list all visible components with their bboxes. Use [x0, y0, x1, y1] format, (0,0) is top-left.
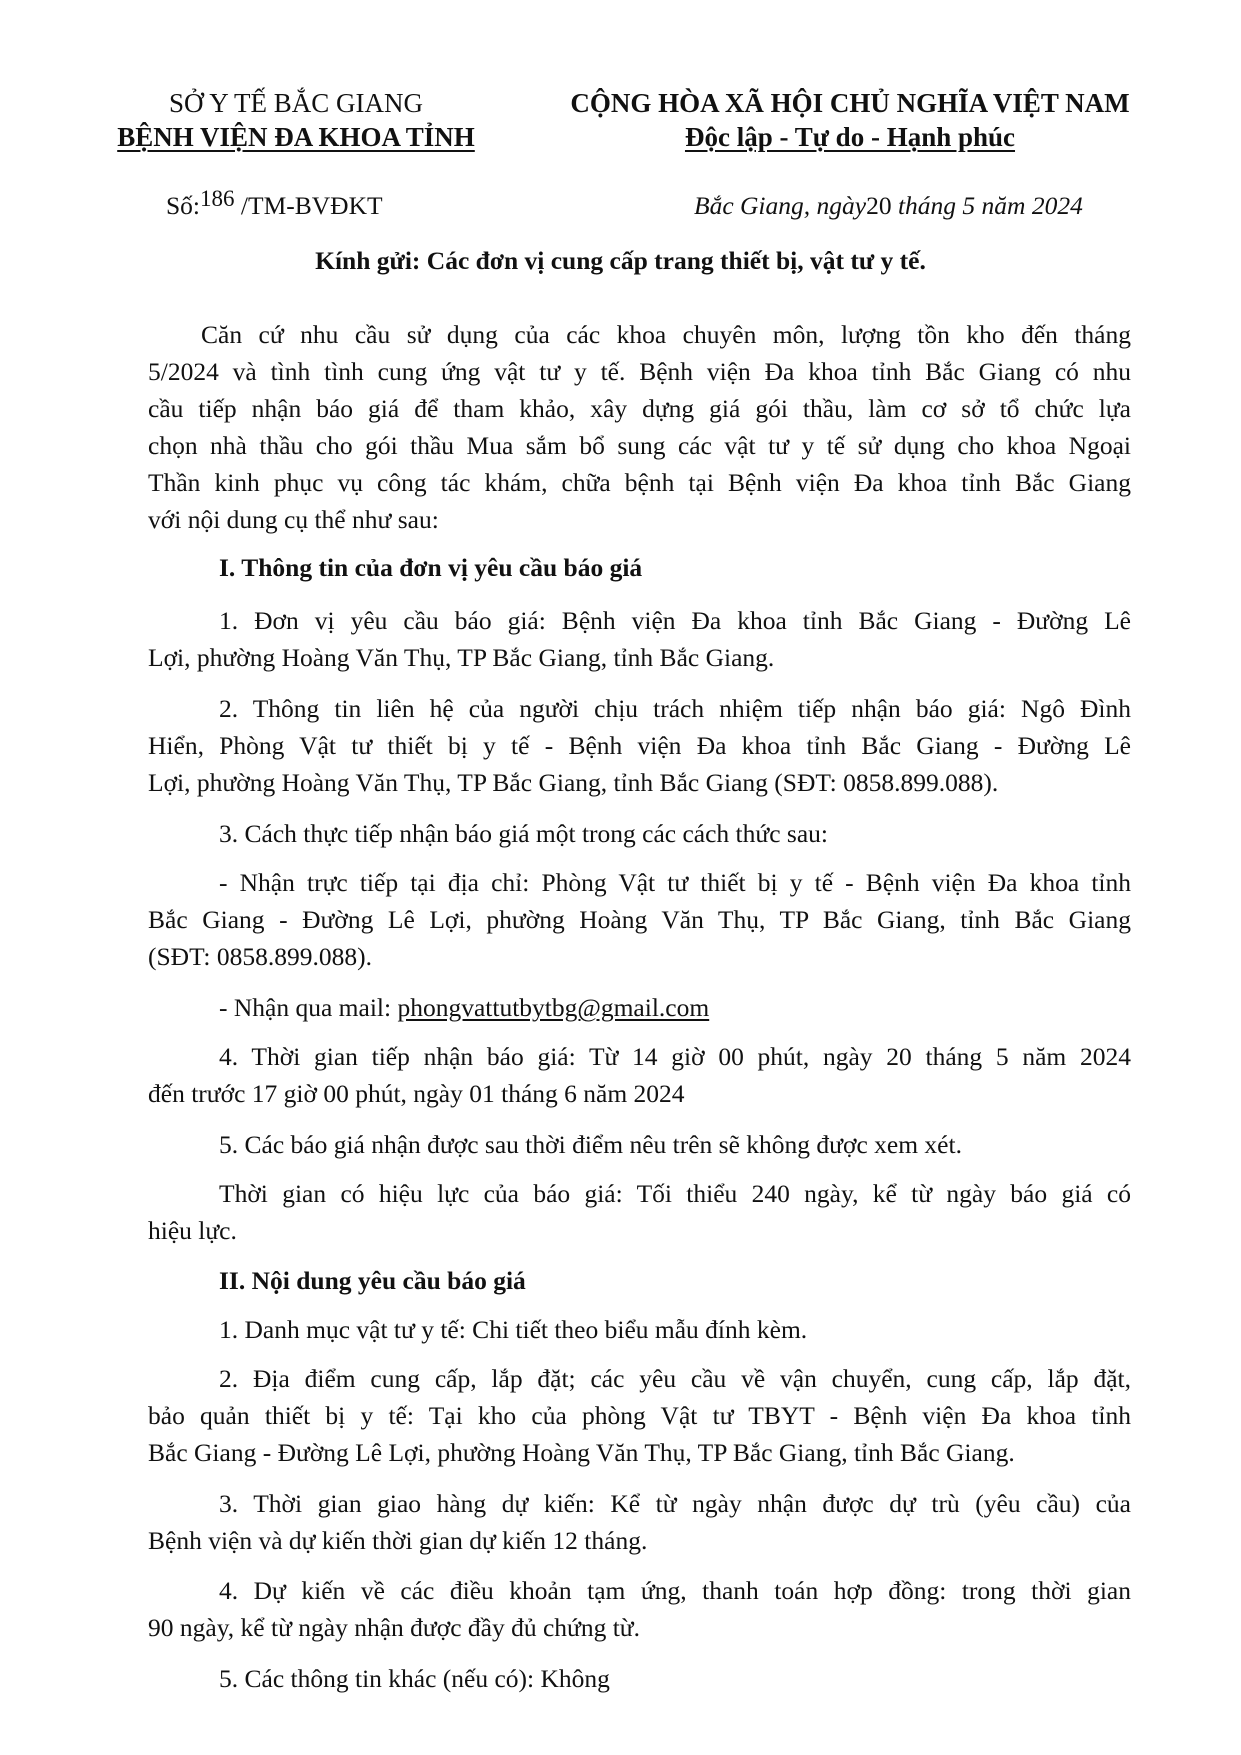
intro-line: cầu tiếp nhận báo giá để tham khảo, xây dựng giá gói thầu, làm cơ sở tổ chức lựa: [148, 394, 1131, 423]
national-motto-text: Độc lập - Tự do - Hạnh phúc: [684, 122, 1016, 152]
date-prefix: Bắc Giang, ngày: [694, 191, 867, 220]
national-motto: [500, 122, 1200, 153]
hospital-name-text: BỆNH VIỆN ĐA KHOA TỈNH: [117, 122, 475, 152]
section-2-heading: II. Nội dung yêu cầu báo giá: [219, 1266, 526, 1295]
section-2-item-2: 2. Địa điểm cung cấp, lắp đặt; các yêu cầu về vận chuyển, cung cấp, lắp đặt,: [219, 1364, 1131, 1393]
document-number-prefix: Số:: [166, 191, 201, 220]
section-1-item-2: Hiển, Phòng Vật tư thiết bị y tế - Bệnh viện Đa khoa tỉnh Bắc Giang - Đường Lê: [148, 731, 1131, 760]
recipient-line: Kính gửi: Các đơn vị cung cấp trang thiết bị, vật tư y tế.: [315, 246, 926, 275]
validity-line: Thời gian có hiệu lực của báo giá: Tối thiểu 240 ngày, kể từ ngày báo giá có: [219, 1179, 1131, 1208]
section-1-item-1: 1. Đơn vị yêu cầu báo giá: Bệnh viện Đa khoa tỉnh Bắc Giang - Đường Lê: [219, 606, 1131, 635]
section-2-item-4: 4. Dự kiến về các điều khoản tạm ứng, thanh toán hợp đồng: trong thời gian: [219, 1576, 1131, 1605]
section-1-item-2: 2. Thông tin liên hệ của người chịu trách nhiệm tiếp nhận báo giá: Ngô Đình: [219, 694, 1131, 723]
date-day: 20: [866, 191, 892, 220]
document-date: [694, 191, 1083, 221]
email-label: - Nhận qua mail:: [219, 993, 398, 1022]
section-1-item-3b: [219, 989, 709, 1026]
section-1-item-3a: (SĐT: 0858.899.088).: [148, 942, 372, 971]
intro-line: Căn cứ nhu cầu sử dụng của các khoa chuyên môn, lượng tồn kho đến tháng: [201, 320, 1131, 349]
email-link[interactable]: phongvattutbytbg@gmail.com: [397, 993, 710, 1022]
document-number-suffix: /TM-BVĐKT: [240, 191, 383, 220]
validity-line: hiệu lực.: [148, 1216, 237, 1245]
section-1-heading: I. Thông tin của đơn vị yêu cầu báo giá: [219, 553, 643, 582]
intro-line: chọn nhà thầu cho gói thầu Mua sắm bổ sung các vật tư y tế sử dụng cho khoa Ngoại: [148, 431, 1131, 460]
document-number: [166, 186, 383, 221]
section-1-item-4: 4. Thời gian tiếp nhận báo giá: Từ 14 giờ 00 phút, ngày 20 tháng 5 năm 2024: [219, 1042, 1131, 1071]
section-2-item-4: 90 ngày, kể từ ngày nhận được đầy đủ chứng từ.: [148, 1613, 641, 1642]
section-2-item-2: Bắc Giang - Đường Lê Lợi, phường Hoàng Văn Thụ, TP Bắc Giang, tỉnh Bắc Giang.: [148, 1438, 1015, 1467]
intro-line: Thần kinh phục vụ công tác khám, chữa bệnh tại Bệnh viện Đa khoa tỉnh Bắc Giang: [148, 468, 1131, 497]
hospital-name: [86, 122, 506, 153]
intro-line: với nội dung cụ thể như sau:: [148, 505, 439, 534]
section-1-item-3: 3. Cách thực tiếp nhận báo giá một trong các cách thức sau:: [219, 819, 828, 848]
intro-line: 5/2024 và tình tình cung ứng vật tư y tế. Bệnh viện Đa khoa tỉnh Bắc Giang có nhu: [148, 357, 1131, 386]
section-1-item-5: 5. Các báo giá nhận được sau thời điểm nêu trên sẽ không được xem xét.: [219, 1130, 962, 1159]
nation-title: CỘNG HÒA XÃ HỘI CHỦ NGHĨA VIỆT NAM: [570, 88, 1130, 118]
document-number-value: 186: [200, 186, 235, 211]
section-1-item-2: Lợi, phường Hoàng Văn Thụ, TP Bắc Giang, tỉnh Bắc Giang (SĐT: 0858.899.088).: [148, 768, 999, 797]
section-1-item-3a: Bắc Giang - Đường Lê Lợi, phường Hoàng Văn Thụ, TP Bắc Giang, tỉnh Bắc Giang: [148, 905, 1131, 934]
section-1-item-4: đến trước 17 giờ 00 phút, ngày 01 tháng 6 năm 2024: [148, 1079, 685, 1108]
section-2-item-5: 5. Các thông tin khác (nếu có): Không: [219, 1664, 610, 1693]
section-2-item-1: 1. Danh mục vật tư y tế: Chi tiết theo biểu mẫu đính kèm.: [219, 1315, 808, 1344]
section-1-item-3a: - Nhận trực tiếp tại địa chỉ: Phòng Vật tư thiết bị y tế - Bệnh viện Đa khoa tỉnh: [219, 868, 1131, 897]
section-1-item-1: Lợi, phường Hoàng Văn Thụ, TP Bắc Giang, tỉnh Bắc Giang.: [148, 643, 775, 672]
agency-name: SỞ Y TẾ BẮC GIANG: [168, 88, 423, 118]
section-2-item-2: bảo quản thiết bị y tế: Tại kho của phòng Vật tư TBYT - Bệnh viện Đa khoa tỉnh: [148, 1401, 1131, 1430]
date-rest: tháng 5 năm 2024: [897, 191, 1083, 220]
section-2-item-3: Bệnh viện và dự kiến thời gian dự kiến 12 tháng.: [148, 1526, 648, 1555]
section-2-item-3: 3. Thời gian giao hàng dự kiến: Kể từ ngày nhận được dự trù (yêu cầu) của: [219, 1489, 1131, 1518]
